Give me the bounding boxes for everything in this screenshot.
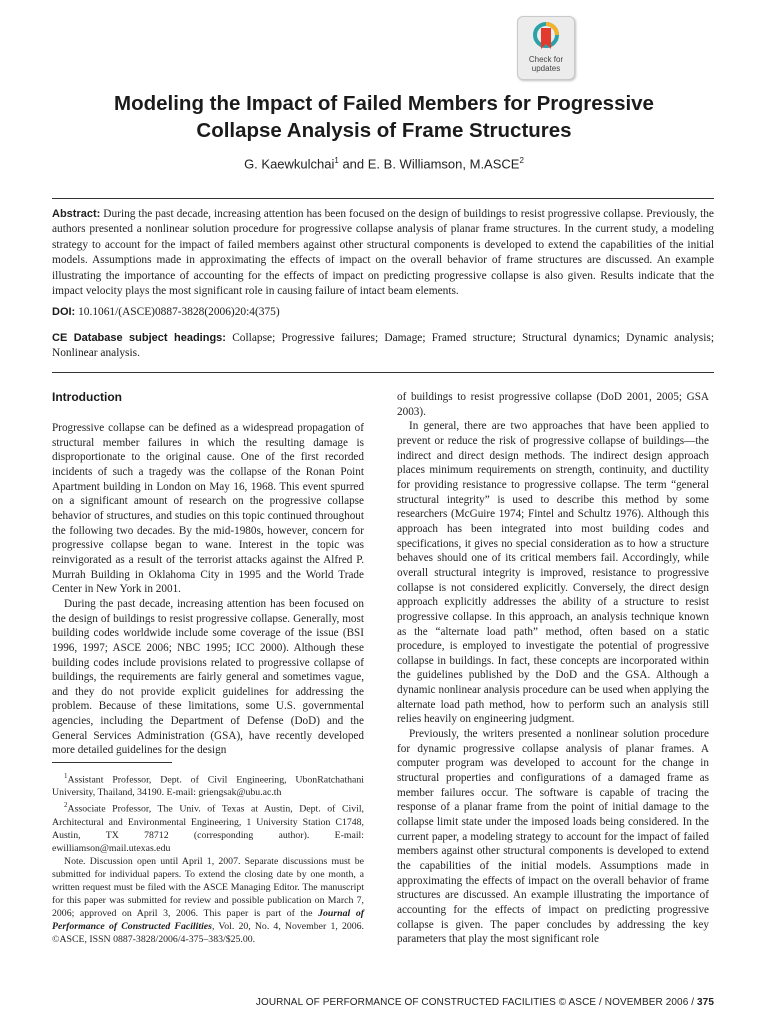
authors xyxy=(40,156,728,171)
paragraph: In general, there are two approaches that have been applied to prevent or reduce the risk of progressive collapse of buildings—the indirect and direct design methods. The indirect design approach places minimum requirements on strength, continuity, and ductility for providing resistance to progressive collapse. The term “general structural integrity” is used to describe this method by some researchers (McGuire 1974; Fintel and Schultz 1976). Although this approach has been integrated into most building codes and specifications, it gives no special consideration as to how a structure behaves should one of its critical members fail. Accordingly, while overall structural integrity is improved, resistance to progressive collapse is not considered explicitly. Conversely, the direct design approach explicitly addresses the ability of a structure to resist progressive collapse. In this approach, an analysis technique known as the “alternate load path” method, often based on a static procedure, is employed to investigate the potential of progressive collapse in buildings. In fact, these concepts are incorporated within the guidelines published by the DoD and the GSA. Although a dynamic nonlinear analysis procedure can be used when applying the alternate load path method, how to perform such an analysis still relies heavily on engineering judgment. xyxy=(397,420,709,726)
footnotes xyxy=(52,770,364,946)
section-heading-introduction: Introduction xyxy=(52,390,122,404)
abstract-text: During the past decade, increasing attention has been focused on the design of buildings to resist progressive collapse. Previously, the authors presented a nonlinear solution procedure for progressive collapse analysis of planar frame structures. In the current study, a modeling strategy to account for the impact of failed members against other structural components is developed to extend the capabilities of the initial models. Assumptions made in approximating the effects of impact on the overall behavior of frame structures are discussed. An example illustrating the importance of accounting for the effects of impact on predicting progressive collapse is also given. Results indicate that the impact velocity plays the most significant role in causing failure of intact beam elements. xyxy=(52,208,714,298)
subject-headings-text: Collapse; Progressive failures; Damage; Framed structure; Structural dynamics; Dynamic analysis; Nonlinear analysis. xyxy=(52,332,714,360)
page-number: 375 xyxy=(697,997,714,1008)
badge-line2: updates xyxy=(531,64,561,73)
divider-bottom xyxy=(52,372,714,373)
footnote-note xyxy=(52,855,364,946)
footnote-2-text: Associate Professor, The Univ. of Texas at Austin, Dept. of Civil, Architectural and Environmental Engineering, 1 University Station C1748, Austin, TX 78712 (corresponding author). E-mail: ewilliamson@mail.utexas.edu xyxy=(52,803,364,854)
footnote-1-text: Assistant Professor, Dept. of Civil Engineering, UbonRatchathani University, Thailand, 34190. E-mail: griengsak@ubu.ac.th xyxy=(52,774,364,799)
badge-line1: Check for xyxy=(528,55,564,64)
abstract-label: Abstract: xyxy=(52,208,101,220)
journal-name: Journal of Performance of Constructed Facilities xyxy=(52,907,364,932)
footnote-1 xyxy=(52,770,364,799)
subject-headings-label: CE Database subject headings: xyxy=(52,332,226,344)
footnote-rule xyxy=(52,762,172,763)
check-for-updates-icon xyxy=(533,22,559,52)
doi xyxy=(52,306,714,318)
title-line2: Collapse Analysis of Frame Structures xyxy=(196,119,572,142)
author-1: G. Kaewkulchai xyxy=(244,156,335,172)
footnote-1-sup: 1 xyxy=(64,772,68,780)
body-column-right xyxy=(397,390,709,947)
footnote-2 xyxy=(52,799,364,854)
author-1-sup: 1 xyxy=(334,156,339,165)
note-text-b: , Vol. 20, No. 4, November 1, 2006. ©ASCE, ISSN 0887-3828/2006/4-375–383/$25.00. xyxy=(52,920,364,945)
authors-and: and xyxy=(338,156,368,172)
paragraph: of buildings to resist progressive collapse (DoD 2001, 2005; GSA 2003). xyxy=(397,391,709,418)
divider-top xyxy=(52,198,714,199)
paragraph: Progressive collapse can be defined as a widespread propagation of structural member failures in which the resulting damage is disproportionate to the original cause. One of the first recorded incidents of such a tragedy was the collapse of the Ronan Point Apartment building in London on May 16, 1968. This event spurred on a significant amount of research on the progressive collapse behavior of structures, and studies on this topic continued throughout the following two decades. By the mid-1980s, however, concern for progressive collapse began to wane. Interest in the topic was reinvigorated as a result of the terrorist attacks against the Alfred P. Murrah Building in Oklahoma City in 1995 and the World Trade Center in New York in 2001. xyxy=(52,422,364,596)
subject-headings xyxy=(52,331,714,362)
running-footer xyxy=(256,997,714,1008)
footnote-2-sup: 2 xyxy=(64,801,68,810)
running-footer-text: JOURNAL OF PERFORMANCE OF CONSTRUCTED FACILITIES © ASCE / NOVEMBER 2006 / xyxy=(255,997,697,1008)
paragraph: During the past decade, increasing attention has been focused on the design of buildings to resist progressive collapse. Generally, most building codes worldwide include some coverage of the issue (BSI 1996, 1997; ASCE 2006; NBC 1995; ICC 2000). Although these building codes include provisions related to progressive collapse of buildings, the requirements are fairly general and sometimes vague, and they do not provide explicit guidelines for addressing the problem. Because of these limitations, some U.S. governmental agencies, including the Department of Defense (DoD) and the General Services Administration (GSA), have recently developed more detailed guidelines for the design xyxy=(52,597,364,757)
check-for-updates-label xyxy=(518,55,574,73)
title-line1: Modeling the Impact of Failed Members for Progressive xyxy=(114,92,654,115)
author-2-sup: 2 xyxy=(519,156,524,165)
doi-label: DOI: xyxy=(52,306,76,318)
abstract xyxy=(52,207,714,299)
paragraph: Previously, the writers presented a nonlinear solution procedure for dynamic progressive collapse analysis of planar frames. A computer program was developed to account for the change in structural properties and configurations of a damaged frame as member failures occur. The software is capable of tracing the response of a planar frame from the point of initial damage to the collapse limit state under the imposed loads being considered. In the current paper, a modeling strategy to account for the impact of failed members against other structural components is developed to extend the capabilities of the initial models. Assumptions made in approximating the effects of impact on the overall behavior of frame structures are discussed. An example illustrating the importance of accounting for the effects of impact on predicting progressive collapse is given. The paper concludes by addressing the key parameters that play the most significant role xyxy=(397,728,709,946)
paper-title xyxy=(40,90,728,144)
check-for-updates-badge[interactable] xyxy=(517,16,575,80)
author-2: E. B. Williamson, M.ASCE xyxy=(367,156,520,172)
body-column-left xyxy=(52,421,364,758)
note-text-a: Note. Discussion open until April 1, 2007. Separate discussions must be submitted for individual papers. To extend the closing date by one month, a written request must be filed with the ASCE Managing Editor. The manuscript for this paper was submitted for review and possible publication on March 7, 2006; approved on April 3, 2006. This paper is part of the xyxy=(52,855,364,919)
doi-value[interactable]: 10.1061/(ASCE)0887-3828(2006)20:4(375) xyxy=(78,306,280,318)
